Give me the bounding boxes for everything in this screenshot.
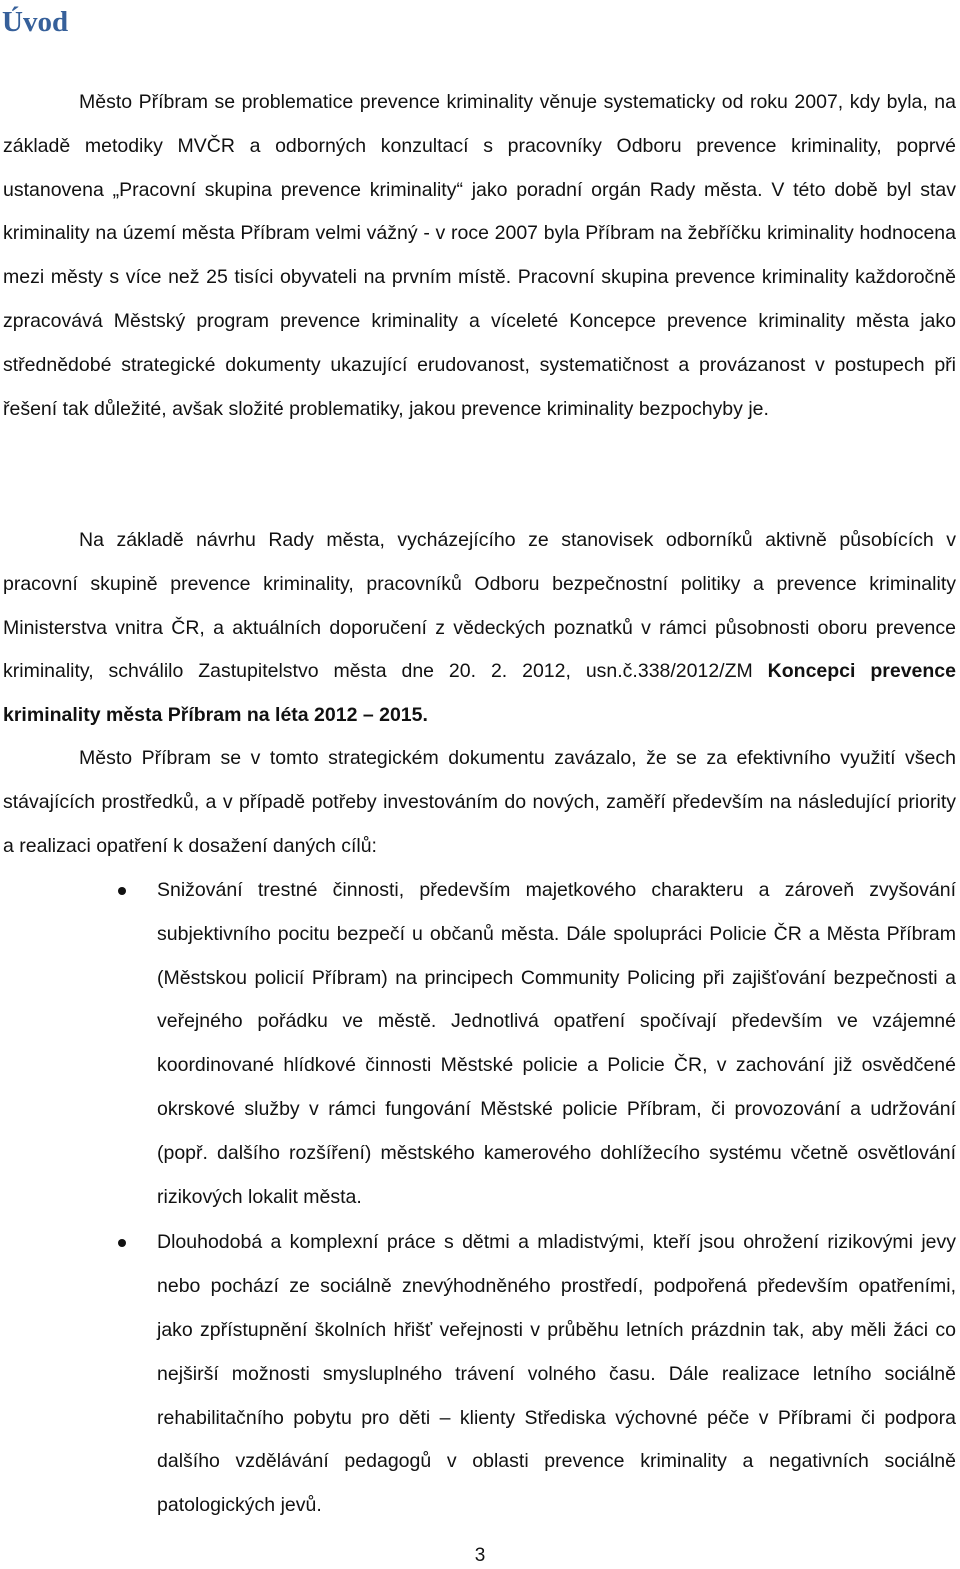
paragraph-approval-text: Na základě návrhu Rady města, vycházejícího ze stanovisek odborníků aktivně působících v pracovní skupině prevence kriminality, pracovníků Odboru bezpečnostní politiky a prevence kriminality Ministerstva vnitra ČR, a aktuálních doporučení z vědeckých poznatků v rámci působnosti oboru prevence kriminality, schválilo Zastupitelstvo města dne 20. 2. 2012, usn.č.338/2012/ZM — [3, 529, 956, 683]
bullet-icon — [118, 887, 126, 895]
paragraph-approval-bold: Koncepci prevence kriminality města Příbram na léta 2012 – 2015. — [3, 660, 956, 727]
paragraph-intro: Město Příbram se problematice prevence kriminality věnuje systematicky od roku 2007, kdy byla, na základě metodiky MVČR a odborných konzultací s pracovníky Odboru prevence kriminality, poprvé ustanovena „Pracovní skupina prevence kriminality“ jako poradní orgán Rady města. V této době byl stav kriminality na území města Příbram velmi vážný - v roce 2007 byla Příbram na žebříčku kriminality hodnocena mezi městy s více než 25 tisíci obyvateli na prvním místě. Pracovní skupina prevence kriminality každoročně zpracovává Městský program prevence kriminality a víceleté Koncepce prevence kriminality města jako střednědobé strategické dokumenty ukazující erudovanost, systematičnost a provázanost v postupech při řešení tak důležité, avšak složité problematiky, jakou prevence kriminality bezpochyby je. — [3, 91, 956, 420]
paragraph-priorities: Město Příbram se v tomto strategickém dokumentu zavázalo, že se za efektivního využití všech stávajících prostředků, a v případě potřeby investováním do nových, zaměří především na následující priority a realizaci opatření k dosažení daných cílů: — [3, 747, 956, 857]
paragraph-approval — [3, 519, 956, 738]
list-item-text: Snižování trestné činnosti, především majetkového charakteru a zároveň zvyšování subjektivního pocitu bezpečí u občanů města. Dále spolupráci Policie ČR a Města Příbram (Městskou policií Příbram) na principech Community Policing při zajišťování bezpečnosti a veřejného pořádku ve městě. Jednotlivá opatření spočívají především ve vzájemné koordinované hlídkové činnosti Městské policie a Policie ČR, v zachování již osvědčené okrskové služby v rámci fungování Městské policie Příbram, či provozování a udržování (popř. dalšího rozšíření) městského kamerového dohlížecího systému včetně osvětlování rizikových lokalit města. — [157, 879, 956, 1208]
bullet-icon — [118, 1239, 126, 1247]
list-item-text: Dlouhodobá a komplexní práce s dětmi a mladistvými, kteří jsou ohrožení rizikovými jevy nebo pochází ze sociálně znevýhodněného prostředí, podpořená především opatřeními, jako zpřístupnění školních hřišť veřejnosti v průběhu letních prázdnin tak, aby měli žáci co nejširší možnosti smysluplného trávení volného času. Dále realizace letního sociálně rehabilitačního pobytu pro děti – klienty Střediska výchovné péče v Příbrami či podpora dalšího vzdělávání pedagogů v oblasti prevence kriminality a negativních sociálně patologických jevů. — [157, 1231, 956, 1517]
section-heading: Úvod — [2, 6, 69, 38]
page-number: 3 — [474, 1545, 486, 1566]
list-item — [0, 1221, 956, 1528]
list-item — [0, 869, 956, 1219]
priority-list — [0, 869, 960, 1530]
